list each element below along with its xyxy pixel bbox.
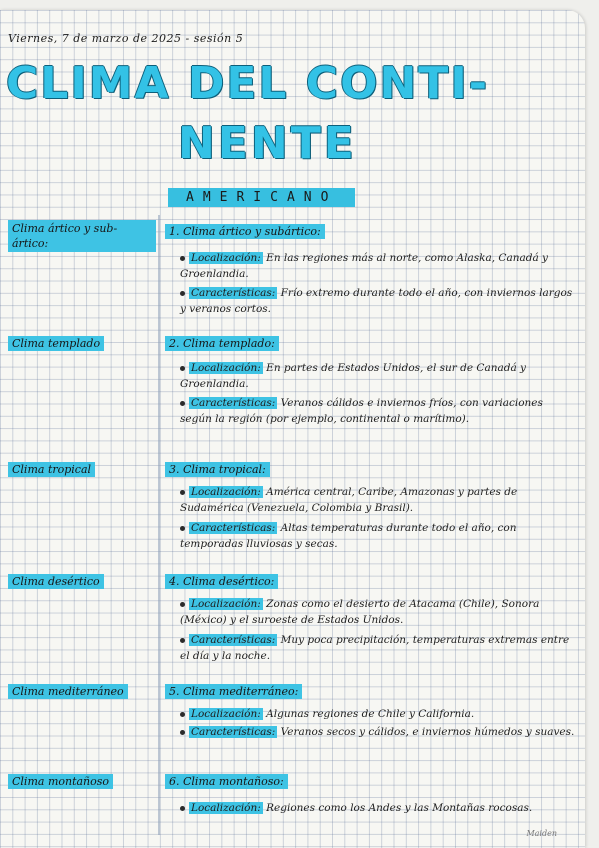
bullet-item: Localización: Regiones como los Andes y las Montañas rocosas. [180, 800, 575, 816]
bullet-item: Localización: América central, Caribe, Amazonas y partes de Sudamérica (Venezuela, Colombia y Brasil). [180, 486, 518, 514]
section-heading: 6. Clima montañoso: [165, 770, 288, 789]
title-line-2: NENTE [178, 118, 357, 169]
section-label: Clima tropical [8, 458, 95, 477]
title-line-1: CLIMA DEL CONTI- [6, 58, 489, 109]
section-label: Clima montañoso [8, 770, 113, 789]
date-line: Viernes, 7 de marzo de 2025 - sesión 5 [8, 32, 244, 45]
bullet-item: Características: Frío extremo durante todo el año, con inviernos largos y veranos cortos. [180, 287, 573, 315]
title-line-3: AMERICANO [168, 188, 355, 207]
signature: Maiden [526, 829, 557, 838]
section-label: Clima templado [8, 332, 104, 351]
bullet-item: Características: Veranos secos y cálidos, e inviernos húmedos y suaves. [180, 724, 575, 740]
bullet-item: Localización: En partes de Estados Unidos, el sur de Canadá y Groenlandia. [180, 362, 526, 390]
bullet-item: Características: Altas temperaturas durante todo el año, con temporadas lluviosas y secas. [180, 522, 517, 550]
section-heading: 3. Clima tropical: [165, 458, 270, 477]
bullet-item: Características: Muy poca precipitación, temperaturas extremas entre el día y la noche. [180, 634, 570, 662]
bullet-item: Localización: Zonas como el desierto de Atacama (Chile), Sonora (México) y el suroeste de Estados Unidos. [180, 598, 540, 626]
bullet-item: Características: Veranos cálidos e inviernos fríos, con variaciones según la región (por ejemplo, continental o marítimo). [180, 397, 543, 425]
section-heading: 4. Clima desértico: [165, 570, 278, 589]
section-label: Clima mediterráneo [8, 680, 128, 699]
section-label: Clima desértico [8, 570, 104, 589]
section-heading: 1. Clima ártico y subártico: [165, 220, 325, 239]
section-heading: 5. Clima mediterráneo: [165, 680, 302, 699]
section-label: Clima ártico y sub- ártico: [8, 220, 158, 252]
bullet-item: Localización: Algunas regiones de Chile y California. [180, 706, 575, 722]
bullet-item: Localización: En las regiones más al norte, como Alaska, Canadá y Groenlandia. [180, 252, 548, 280]
notebook-page [0, 10, 585, 848]
margin-line [158, 215, 160, 835]
section-heading: 2. Clima templado: [165, 332, 279, 351]
